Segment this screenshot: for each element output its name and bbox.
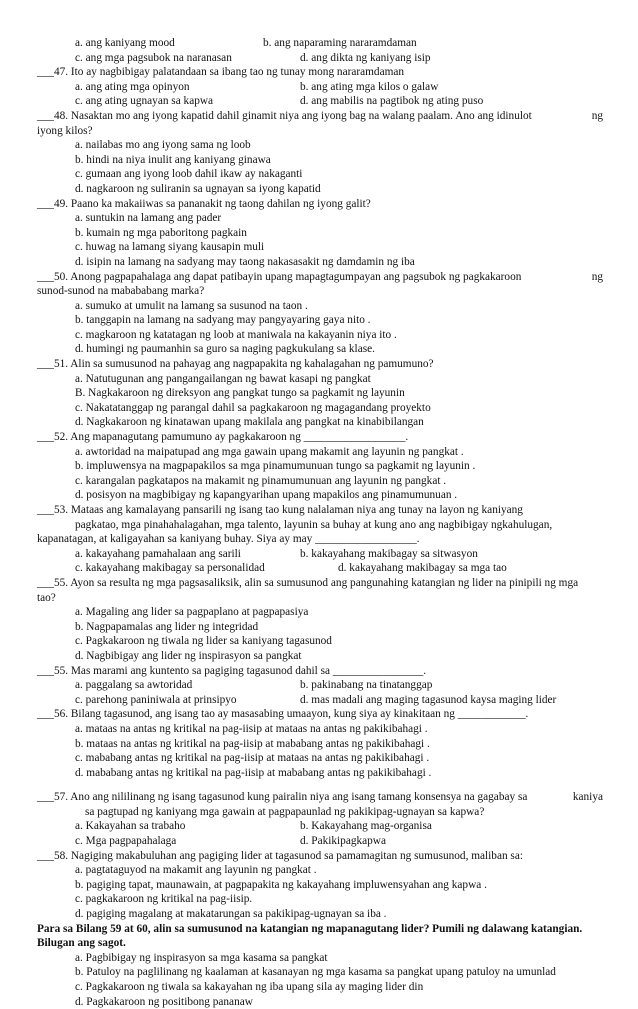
choice-text: a. Natutugunan ang pangangailangan ng bawat kasapi ng pangkat — [75, 372, 371, 385]
choice-text: d. Pagkakaroon ng positibong pananaw — [75, 995, 253, 1008]
choice-option — [37, 620, 603, 635]
question-text: ___47. Ito ay nagbibigay palatandaan sa ibang tao ng tunay mong nararamdaman — [37, 66, 405, 79]
instruction-line — [37, 922, 603, 937]
question-line — [37, 430, 603, 445]
question-line — [37, 109, 603, 124]
choice-text: a. mataas na antas ng kritikal na pag-iisip at mataas na antas ng pakikibahagi . — [75, 722, 428, 735]
line-text: sunod-sunod na mabababang marka? — [37, 285, 205, 298]
choice-option — [37, 255, 603, 270]
choice-text: c. mababang antas ng kritikal na pag-iisip at mataas na antas ng pakikibahagi . — [75, 752, 430, 765]
choice-option — [37, 634, 603, 649]
choice-option: a. Kakayahan sa trabaho — [75, 820, 186, 833]
choice-text: b. pagiging tapat, maunawain, at pagpapakita ng kakayahang impluwensyahan ang kapwa . — [75, 878, 487, 891]
choice-text: d. nagkaroon ng suliranin sa ugnayan sa iyong kapatid — [75, 182, 321, 195]
choice-option — [37, 878, 603, 893]
choice-text: c. pagkakaroon ng kritikal na pag-iisip. — [75, 893, 253, 906]
choice-text: c. magkaroon ng katatagan ng loob at maniwala na kakayanin niya ito . — [75, 328, 397, 341]
choice-option — [37, 766, 603, 781]
choice-option: a. ang ating mga opinyon — [75, 80, 190, 93]
question-text: ___55. Ayon sa resulta ng mga pagsasaliksik, alin sa sumusunod ang pangunahing katangian ng lider na pinipili ng mga — [37, 576, 579, 589]
choice-option: d. ang mabilis na pagtibok ng ating puso — [300, 95, 484, 108]
choice-option — [37, 474, 603, 489]
choice-option — [37, 459, 603, 474]
text-line — [37, 284, 603, 299]
choice-option — [37, 153, 603, 168]
choice-text: B. Nagkakaroon ng direksyon ang pangkat tungo sa pagkamit ng layunin — [75, 387, 405, 400]
question-text: ___49. Paano ka makaiiwas sa pananakit ng taong dahilan ng iyong galit? — [37, 197, 371, 210]
question-text: sa pagtupad ng kaniyang mga gawain at pagpapaunlad ng pakikipag-ugnayan sa kapwa? — [85, 805, 485, 818]
text-line — [37, 124, 603, 139]
choice-row — [37, 36, 603, 51]
choice-text: b. Patuloy na paglilinang ng kaalaman at kasanayan ng mga kasama sa pangkat upang patuloy na umunlad — [75, 966, 556, 979]
choice-text: a. suntukin na lamang ang pader — [75, 212, 222, 225]
choice-text: b. tanggapin na lamang na sadyang may pangyayaring gaya nito . — [75, 314, 371, 327]
question-line — [37, 357, 603, 372]
choice-text: a. Pagbibigay ng inspirasyon sa mga kasama sa pangkat — [75, 951, 328, 964]
choice-option: b. Kakayahang mag-organisa — [300, 820, 432, 833]
choice-text: a. awtoridad na maipatupad ang mga gawain upang makamit ang layunin ng pangkat . — [75, 445, 464, 458]
choice-option — [37, 226, 603, 241]
choice-text: d. humingi ng paumanhin sa guro sa naging pagkukulang sa klase. — [75, 343, 375, 356]
choice-option: d. ang dikta ng kaniyang isip — [300, 51, 431, 64]
question-line — [37, 65, 603, 80]
choice-option — [37, 299, 603, 314]
question-text: ___53. Mataas ang kamalayang pansarili ng isang tao kung nalalaman niya ang tunay na layon ng kaniyang — [37, 504, 523, 516]
question-line — [37, 790, 603, 805]
choice-option: c. Mga pagpapahalaga — [75, 835, 177, 848]
choice-option: b. ang ating mga kilos o galaw — [300, 80, 439, 93]
choice-option — [37, 605, 603, 620]
question-text-end: ng — [591, 109, 603, 122]
question-line — [37, 503, 603, 518]
choice-text: a. pagtataguyod na makamit ang layunin ng pangkat . — [75, 864, 317, 877]
choice-option — [37, 386, 603, 401]
choice-option — [37, 951, 603, 966]
choice-row — [37, 51, 603, 66]
choice-option: c. ang ating ugnayan sa kapwa — [75, 95, 214, 108]
question-line — [37, 664, 603, 679]
choice-text: b. mataas na antas ng kritikal na pag-iisip at mababang antas ng pakikibahagi . — [75, 737, 430, 750]
question-line — [37, 576, 603, 591]
choice-option — [37, 342, 603, 357]
choice-text: d. pagiging magalang at makatarungan sa pakikipag-ugnayan sa iba . — [75, 908, 387, 921]
choice-row — [37, 819, 603, 834]
choice-text: a. Magaling ang lider sa pagpaplano at pagpapasiya — [75, 606, 309, 619]
choice-text: d. isipin na lamang na sadyang may taong nakasasakit ng damdamin ng iba — [75, 255, 415, 268]
question-text: ___56. Bilang tagasunod, ang isang tao ay masasabing umaayon, kung siya ay kinakitaan ng ____________. — [37, 708, 529, 721]
question-text: ___55. Mas marami ang kuntento sa pagiging tagasunod dahil sa ________________. — [37, 664, 427, 677]
choice-option — [37, 980, 603, 995]
choice-option: a. kakayahang pamahalaan ang sarili — [75, 547, 241, 560]
choice-row — [37, 834, 603, 849]
text-line — [37, 591, 603, 606]
choice-text: c. Pagkakaroon ng tiwala sa kakayahan ng iba upang sila ay maging lider din — [75, 981, 424, 993]
question-continuation — [37, 518, 603, 533]
choice-text: b. impluwensya na magpapakilos sa mga pinamumunuan tungo sa pagkamit ng layunin . — [75, 460, 476, 473]
choice-option — [37, 892, 603, 907]
question-text: ___50. Anong pagpapahalaga ang dapat patibayin upang mapagtagumpayan ang pagsubok ng pagkakaroon — [37, 270, 522, 283]
choice-option — [37, 138, 603, 153]
choice-row — [37, 547, 603, 562]
choice-option — [37, 737, 603, 752]
choice-option — [37, 328, 603, 343]
question-text-end: kahulugan, — [502, 518, 553, 531]
instruction-text: Para sa Bilang 59 at 60, alin sa sumusunod na katangian ng mapanagutang lider? Pumili ng dalawang katangian. — [37, 922, 583, 935]
spacer — [37, 780, 603, 790]
choice-option — [37, 649, 603, 664]
choice-option: b. pakinabang na tinatanggap — [300, 679, 433, 692]
question-line — [37, 197, 603, 212]
question-text: ___51. Alin sa sumusunod na pahayag ang nagpapakita ng kahalagahan ng pamumuno? — [37, 358, 434, 371]
exam-page — [37, 36, 603, 1009]
question-text: ___48. Nasaktan mo ang iyong kapatid dahil ginamit niya ang iyong bag na walang paalam. Ano ang idinulot — [37, 109, 532, 122]
choice-text: c. huwag na lamang siyang kausapin muli — [75, 241, 265, 254]
choice-option: b. kakayahang makibagay sa sitwasyon — [300, 547, 478, 560]
choice-option — [37, 182, 603, 197]
line-text: tao? — [37, 591, 56, 604]
choice-row — [37, 94, 603, 109]
question-text: pagkatao, mga pinahahalagahan, mga talento, layunin sa buhay at kung ano ang nagbibigay ng — [75, 518, 503, 531]
question-text: ___52. Ang mapanagutang pamumuno ay pagkakaroon ng __________________. — [37, 431, 409, 444]
choice-option — [37, 751, 603, 766]
choice-option — [37, 965, 603, 980]
choice-text: c. Pagkakaroon ng tiwala ng lider sa kaniyang tagasunod — [75, 635, 332, 648]
choice-text: c. gumaan ang iyong loob dahil ikaw ay nakaganti — [75, 168, 303, 181]
choice-option — [37, 995, 603, 1009]
question-line — [37, 707, 603, 722]
choice-row — [37, 80, 603, 95]
choice-row — [37, 693, 603, 708]
choice-text: b. kumain ng mga paboritong pagkain — [75, 226, 247, 239]
choice-option — [37, 401, 603, 416]
instruction-line — [37, 936, 603, 951]
choice-text: a. sumuko at umulit na lamang sa susunod na taon . — [75, 299, 308, 312]
choice-option — [37, 863, 603, 878]
choice-text: d. Nagbibigay ang lider ng inspirasyon sa pangkat — [75, 649, 302, 662]
choice-option: d. Pakikipagkapwa — [300, 835, 386, 848]
question-line — [37, 270, 603, 285]
choice-option: b. ang naparaming nararamdaman — [263, 37, 417, 49]
choice-option: a. paggalang sa awtoridad — [75, 679, 193, 692]
line-text: kapanatagan, at kaligayahan sa kaniyang buhay. Siya ay may __________________. — [37, 533, 420, 546]
choice-text: c. Nakatatanggap ng parangal dahil sa pagkakaroon ng magagandang proyekto — [75, 401, 431, 414]
text-line — [37, 532, 603, 547]
choice-text: c. karangalan pagkatapos na makamit ng pinamumunuan ang layunin ng pangkat . — [75, 474, 447, 487]
choice-option — [37, 445, 603, 460]
question-text: ___57. Ano ang nililinang ng isang tagasunod kung pairalin niya ang isang tamang konsensya na gagabay sa — [37, 791, 528, 804]
choice-option: c. ang mga pagsubok na naranasan — [75, 51, 232, 64]
instruction-text: Bilugan ang sagot. — [37, 937, 126, 950]
choice-text: d. Nagkakaroon ng kinatawan upang makilala ang pangkat na kinabibilangan — [75, 416, 424, 429]
question-continuation — [37, 805, 603, 820]
choice-option — [37, 907, 603, 922]
choice-text: d. posisyon na magbibigay ng kapangyarihan upang mapakilos ang pinamumunuan . — [75, 489, 458, 502]
choice-text: b. hindi na niya inulit ang kaniyang ginawa — [75, 153, 271, 166]
choice-row — [37, 561, 603, 576]
choice-option: a. ang kaniyang mood — [75, 37, 175, 49]
choice-option — [37, 167, 603, 182]
choice-option — [37, 372, 603, 387]
choice-option — [37, 240, 603, 255]
choice-option: c. parehong paniniwala at prinsipyo — [75, 693, 237, 706]
question-text: ___58. Nagiging makabuluhan ang pagiging lider at tagasunod sa pamamagitan ng sumusunod, maliban sa: — [37, 849, 523, 862]
choice-option: d. mas madali ang maging tagasunod kaysa maging lider — [300, 693, 557, 706]
choice-text: a. nailabas mo ang iyong sama ng loob — [75, 139, 251, 152]
question-line — [37, 849, 603, 864]
line-text: iyong kilos? — [37, 124, 93, 137]
choice-option: d. kakayahang makibagay sa mga tao — [338, 562, 507, 575]
choice-option — [37, 211, 603, 226]
choice-text: b. Nagpapamalas ang lider ng integridad — [75, 620, 259, 633]
choice-text: d. mababang antas ng kritikal na pag-iisip at mababang antas ng pakikibahagi . — [75, 766, 432, 779]
question-text-end: ng — [591, 270, 603, 283]
choice-option — [37, 488, 603, 503]
choice-option — [37, 415, 603, 430]
choice-option — [37, 313, 603, 328]
choice-row — [37, 678, 603, 693]
choice-option — [37, 722, 603, 737]
question-text-end: kaniya — [572, 791, 603, 804]
choice-option: c. kakayahang makibagay sa personalidad — [75, 562, 265, 575]
